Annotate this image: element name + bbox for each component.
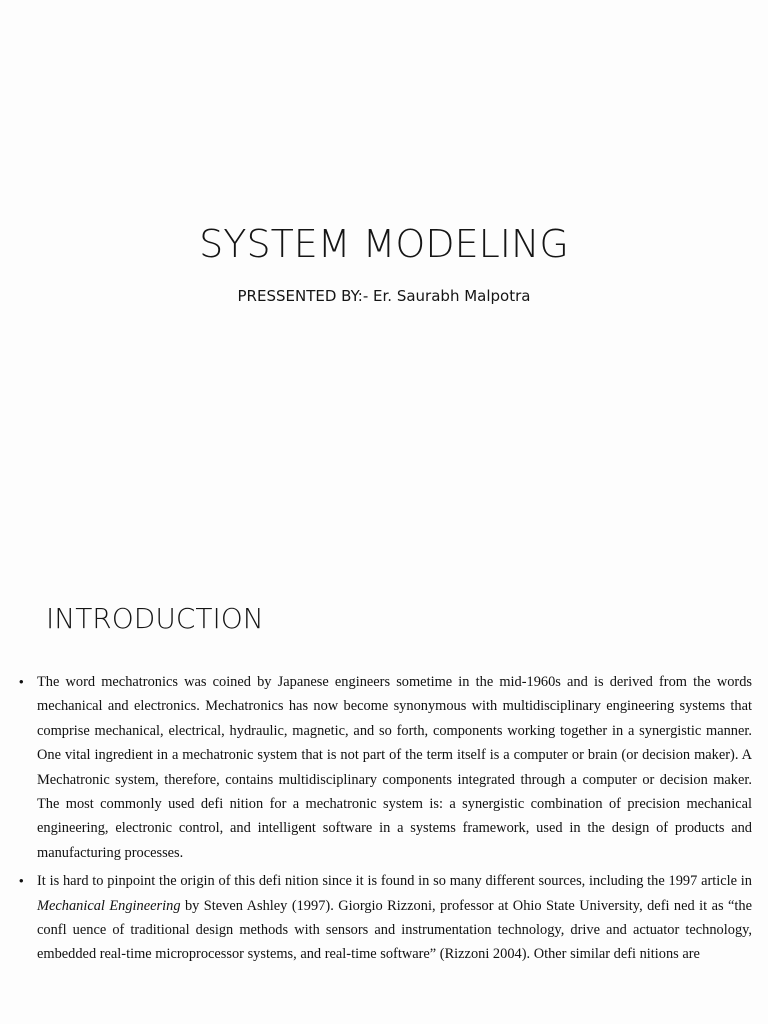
slide-title: SYSTEM MODELING: [199, 222, 569, 266]
list-item: [19, 869, 752, 967]
bullet-text-end: by Steven Ashley (1997). Giorgio Rizzoni, professor at Ohio State University, defi ned it as “the confl uence of traditional design methods with sensors and instrumentation technology, drive and actuator technology, embedded real-time microprocessor systems, and real-time software” (Rizzoni 2004). Other similar defi nitions are: [37, 897, 752, 963]
presenter-line: PRESSENTED BY:- Er. Saurabh Malpotra: [237, 287, 531, 305]
publication-name: Mechanical Engineering: [37, 897, 181, 914]
bullet-text: [37, 873, 752, 962]
introduction-slide: [0, 556, 768, 1024]
section-heading: INTRODUCTION: [46, 602, 264, 635]
bullet-text-start: It is hard to pinpoint the origin of this defi nition since it is found in so many different sources, including the 1997 article in: [37, 873, 752, 890]
bullet-text: The word mechatronics was coined by Japanese engineers sometime in the mid-1960s and is derived from the words mechanical and electronics. Mechatronics has now become synonymous with multidisciplinary engineering systems that comprise mechanical, electrical, hydraulic, magnetic, and so forth, components working together in a synergistic manner. One vital ingredient in a mechatronic system that is not part of the term itself is a computer or brain (or decision maker). A Mechatronic system, therefore, contains multidisciplinary components integrated through a computer or decision maker. The most commonly used defi nition for a mechatronic system is: a synergistic combination of precision mechanical engineering, electronic control, and intelligent software in a systems framework, used in the design of products and manufacturing processes.: [37, 674, 752, 861]
bullet-icon: •: [19, 674, 24, 689]
bullet-icon: •: [19, 873, 24, 889]
list-item: [19, 670, 752, 865]
bullet-list: [19, 670, 752, 971]
